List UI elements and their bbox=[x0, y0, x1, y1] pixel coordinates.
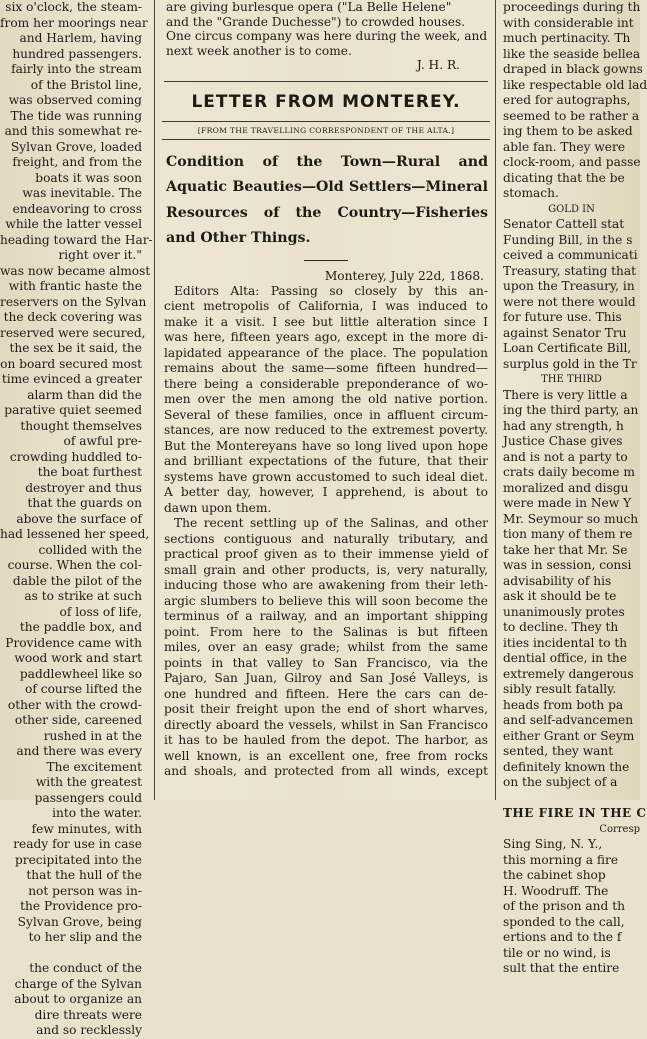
top-snippet-line: are giving burlesque opera ("La Belle Helene" bbox=[166, 0, 452, 14]
left-column-line: and Harlem, having bbox=[19, 31, 142, 45]
left-column-line: parative quiet seemed bbox=[4, 403, 142, 417]
left-column-line: the paddle box, and bbox=[19, 620, 142, 634]
left-column-line: endeavoring to cross bbox=[12, 201, 142, 216]
right-column-line: draped in black gowns bbox=[503, 62, 643, 76]
left-column-line: The tide was running bbox=[10, 108, 142, 123]
right-column-line: ceived a communicati bbox=[503, 248, 638, 262]
left-column-line: the Providence pro- bbox=[20, 899, 142, 913]
article-body-line: small grain and other products, is, very naturally, bbox=[164, 562, 488, 577]
right-column-line: Corresp bbox=[599, 823, 640, 835]
right-column-line: with considerable int bbox=[503, 15, 634, 30]
left-column-line: hundred passengers. bbox=[12, 46, 142, 61]
right-column-line: sibly result fatally. bbox=[503, 682, 617, 696]
right-column-line: Treasury, stating that bbox=[503, 263, 637, 278]
left-column-line: fairly into the stream bbox=[11, 62, 142, 76]
right-column-line: surplus gold in the Tr bbox=[503, 356, 637, 371]
right-column-line: ask it should be te bbox=[503, 589, 617, 603]
right-column bbox=[499, 0, 647, 975]
left-column-line: boats it was soon bbox=[35, 170, 142, 185]
right-column-line: on the subject of a bbox=[503, 775, 618, 789]
article-body bbox=[160, 284, 492, 780]
left-column-line: with the greatest bbox=[35, 775, 142, 789]
left-column-line: to her slip and the bbox=[28, 930, 142, 944]
article-body-line: Several of these families, once in affluent circum- bbox=[164, 407, 488, 422]
left-column-line: about to organize an bbox=[14, 992, 142, 1006]
left-column-line: other side, careened bbox=[14, 713, 142, 727]
right-column-line: Senator Cattell stat bbox=[503, 217, 625, 231]
left-column-line: ready for use in case bbox=[13, 837, 142, 851]
article-body-line: A better day, however, I apprehend, is about to bbox=[164, 485, 488, 499]
left-column-text bbox=[0, 0, 153, 1039]
right-column-line: against Senator Tru bbox=[503, 325, 627, 340]
top-snippet-signature: J. H. R. bbox=[416, 58, 460, 72]
top-snippet-line: and the "Grande Duchesse") to crowded houses. bbox=[166, 14, 466, 29]
left-column-line: while the latter vessel bbox=[5, 217, 142, 231]
right-column-line bbox=[499, 791, 640, 807]
left-column-line: destroyer and thus bbox=[25, 480, 142, 495]
article-body-line: posit their freight upon the end of short wharves, bbox=[164, 702, 488, 716]
left-column-line: and so recklessly bbox=[36, 1023, 142, 1037]
column-rule-right bbox=[495, 0, 496, 800]
left-column-line: the conduct of the bbox=[29, 961, 142, 975]
column-rule-left bbox=[154, 0, 155, 800]
article-body-line: systems have grown accustomed to such ideal diet. bbox=[164, 469, 488, 484]
left-column-line: time evinced a greater bbox=[1, 372, 142, 386]
left-column-line: other with the crowd- bbox=[7, 697, 142, 712]
center-column bbox=[160, 0, 492, 800]
article-body-line: well known, is an excellent one, free from rocks bbox=[164, 748, 488, 763]
left-column-line: and there was every bbox=[16, 744, 142, 758]
left-column-line: was now became almost bbox=[0, 263, 151, 278]
right-column-line: moralized and disgu bbox=[503, 480, 629, 495]
article-body-line: and brilliant expectations of the future, that their bbox=[164, 454, 488, 468]
right-column-line: and is not a party to bbox=[503, 449, 628, 464]
right-column-line: seemed to be rather a bbox=[503, 108, 640, 123]
left-column-line: with frantic haste the bbox=[8, 279, 142, 293]
article-body-line: stances, are now reduced to the extremest poverty. bbox=[164, 423, 488, 437]
right-column-line: Mr. Seymour so much bbox=[503, 511, 639, 526]
right-column-line: much pertinacity. Th bbox=[503, 31, 631, 45]
right-column-line: like the seaside bellea bbox=[503, 46, 641, 61]
left-column-line: alarm than did the bbox=[27, 387, 142, 402]
right-column-line: stomach. bbox=[503, 186, 559, 200]
right-column-line: ertions and to the f bbox=[503, 930, 622, 944]
left-column-line bbox=[0, 946, 150, 962]
left-column-line: Providence came with bbox=[5, 635, 142, 650]
article-body-line: remains about the same—some fifteen hundred— bbox=[164, 361, 488, 375]
article-headline: LETTER FROM MONTEREY. bbox=[191, 91, 461, 112]
right-column-line: ities incidental to th bbox=[503, 635, 628, 650]
left-column-line: paddlewheel like so bbox=[19, 666, 142, 681]
right-column-line: take her that Mr. Se bbox=[503, 542, 628, 557]
article-dek: Condition of the Town—Rural and Aquatic Beauties—Old Settlers—Mineral Resources of the Country—Fisheries and Other Things. bbox=[166, 153, 488, 246]
right-column-line: dicating that the be bbox=[503, 170, 625, 185]
right-column-line: of the prison and th bbox=[503, 899, 625, 913]
left-column-line: dable the pilot of the bbox=[12, 573, 142, 588]
right-column-line: H. Woodruff. The bbox=[503, 883, 609, 898]
left-column-line: above the surface of bbox=[16, 511, 142, 526]
left-column-line: had lessened her speed, bbox=[0, 527, 150, 541]
right-column-line: tile or no wind, is bbox=[503, 945, 611, 960]
left-column-line: reservers on the Sylvan bbox=[0, 294, 147, 309]
right-column-line: this morning a fire bbox=[503, 852, 619, 867]
article-body-line: Pajaro, San Juan, Gilroy and San José Valleys, is bbox=[164, 671, 488, 685]
right-column-line: heads from both pa bbox=[503, 697, 624, 712]
article-body-line: it has to be hauled from the depot. The harbor, as bbox=[164, 733, 488, 747]
article-body-line: dawn upon them. bbox=[164, 500, 272, 515]
right-column-line: Loan Certificate Bill, bbox=[503, 341, 632, 355]
right-column-line: THE FIRE IN THE C bbox=[503, 806, 647, 820]
article-body-line: one hundred and fifteen. Here the cars can de- bbox=[164, 686, 488, 701]
left-column-line: dire threats were bbox=[34, 1007, 142, 1022]
right-column-line: clock-room, and passe bbox=[503, 155, 641, 169]
right-column-line: able fan. They were bbox=[503, 139, 626, 154]
article-body-line: argic slumbers to believe this will soon become the bbox=[164, 593, 488, 608]
left-column-line: heading toward the Har- bbox=[0, 232, 153, 247]
right-column-line: dential office, in the bbox=[503, 651, 627, 665]
right-column-text bbox=[499, 0, 647, 977]
left-column-line: on board secured most bbox=[0, 356, 142, 371]
left-column-line: freight, and from the bbox=[12, 155, 142, 169]
left-column-line: right over it." bbox=[58, 248, 142, 262]
right-column-line: ing them to be asked bbox=[503, 124, 633, 138]
left-column-line: rushed in at the bbox=[43, 728, 142, 743]
left-column-line: that the hull of the bbox=[26, 868, 142, 882]
right-column-line: definitely known the bbox=[503, 759, 630, 774]
article-body-line: there being a considerable preponderance of wo- bbox=[164, 376, 488, 391]
left-column-line: of awful pre- bbox=[63, 434, 142, 448]
left-column-line: reserved were secured, bbox=[0, 325, 146, 340]
left-column bbox=[0, 0, 153, 1037]
article-body-line: The recent settling up of the Salinas, and other bbox=[174, 516, 488, 530]
left-column-line: wood work and start bbox=[14, 651, 142, 665]
left-column-line: and this somewhat re- bbox=[4, 124, 142, 138]
left-column-line: Sylvan Grove, loaded bbox=[10, 139, 142, 154]
right-column-line: like respectable old lad bbox=[503, 77, 647, 92]
left-column-line: into the water. bbox=[52, 806, 142, 820]
article-body-line: and shoals, and protected from all winds, except bbox=[164, 764, 488, 778]
article-body-line: miles, over an easy grade; whilst from the same bbox=[164, 640, 488, 654]
right-column-line: crats daily become m bbox=[503, 465, 635, 479]
left-column-line: passengers could bbox=[34, 790, 142, 805]
left-column-line: charge of the Sylvan bbox=[14, 976, 142, 991]
right-column-line: Sing Sing, N. Y., bbox=[503, 837, 603, 851]
right-column-line: had any strength, h bbox=[503, 418, 624, 433]
article-body-line: lapidated appearance of the place. The population bbox=[164, 345, 488, 360]
left-column-line: The excitement bbox=[46, 759, 142, 774]
right-column-line: and self-advancemen bbox=[503, 713, 634, 727]
left-column-line: the deck covering was bbox=[3, 310, 142, 324]
left-column-line: precipitated into the bbox=[14, 852, 142, 867]
right-column-line: the cabinet shop bbox=[503, 868, 606, 882]
dek-rule bbox=[304, 260, 348, 261]
left-column-line: that the guards on bbox=[27, 496, 142, 510]
right-column-line: GOLD IN bbox=[548, 203, 595, 215]
left-column-line: of course lifted the bbox=[25, 682, 142, 696]
left-column-line: of loss of life, bbox=[59, 604, 142, 619]
right-column-line: Funding Bill, in the s bbox=[503, 232, 633, 247]
right-column-line: sult that the entire bbox=[503, 961, 620, 975]
article-body-line: inducing those who are awakening from their leth- bbox=[164, 578, 488, 592]
article-body-line: Editors Alta: Passing so closely by this an- bbox=[174, 283, 488, 298]
article-body-line: points in that valley to San Francisco, via the bbox=[164, 655, 488, 670]
left-column-line: not person was in- bbox=[28, 883, 142, 898]
left-column-line: of the Bristol line, bbox=[30, 77, 142, 92]
right-column-line: upon the Treasury, in bbox=[503, 279, 635, 293]
top-snippet-line: One circus company was here during the week, and bbox=[166, 29, 488, 43]
top-snippet bbox=[160, 0, 492, 73]
article-body-line: practical proof given as to their immense yield of bbox=[164, 547, 488, 561]
right-column-line: were made in New Y bbox=[503, 496, 632, 510]
right-column-line: either Grant or Seym bbox=[503, 728, 635, 743]
left-column-line: the boat furthest bbox=[37, 465, 142, 479]
article-body-line: point. From here to the Salinas is but fifteen bbox=[164, 624, 488, 639]
correspondent-line: [FROM THE TRAVELLING CORRESPONDENT OF THE ALTA.] bbox=[162, 121, 490, 140]
left-column-line: crowding huddled to- bbox=[9, 449, 142, 464]
right-column-line: THE THIRD bbox=[541, 374, 602, 385]
right-column-line: unanimously protes bbox=[503, 604, 625, 619]
top-snippet-text bbox=[166, 0, 486, 58]
right-column-line: sponded to the call, bbox=[503, 914, 625, 929]
left-column-line: Sylvan Grove, being bbox=[17, 914, 142, 929]
left-column-line: six o'clock, the steam- bbox=[5, 0, 142, 14]
article-body-line: was here, fifteen years ago, except in the more di- bbox=[164, 330, 488, 344]
article-body-line: sections contiguous and naturally tributary, and bbox=[164, 531, 488, 546]
article-body-line: make it a visit. I see but little alteration since I bbox=[164, 314, 488, 329]
right-column-line: There is very little a bbox=[503, 387, 628, 402]
right-column-line: Justice Chase gives bbox=[503, 434, 623, 448]
article-body-line: cient metropolis of California, I was induced to bbox=[164, 299, 488, 313]
right-column-line: sented, they want bbox=[503, 744, 614, 758]
article-dateline: Monterey, July 22d, 1868. bbox=[324, 268, 484, 283]
right-column-line: to decline. They th bbox=[503, 620, 619, 634]
left-column-line: collided with the bbox=[38, 542, 142, 557]
right-column-line: was in session, consi bbox=[503, 558, 632, 572]
article-body-line: terminus of a railway, and an important shipping bbox=[164, 609, 488, 623]
left-column-line: the sex be it said, the bbox=[9, 341, 142, 355]
article-body-line: directly aboard the vessels, whilst in San Francisco bbox=[164, 717, 488, 732]
right-column-line: ing the third party, an bbox=[503, 403, 639, 417]
right-column-line: extremely dangerous bbox=[503, 666, 634, 681]
right-column-line: ered for autographs, bbox=[503, 93, 631, 107]
left-column-line: few minutes, with bbox=[31, 821, 142, 836]
left-column-line: from her moorings near bbox=[0, 15, 148, 30]
right-column-line: for future use. This bbox=[503, 310, 622, 324]
left-column-line: course. When the col- bbox=[7, 558, 142, 572]
top-snippet-line: next week another is to come. bbox=[166, 43, 352, 58]
left-column-line: was inevitable. The bbox=[22, 186, 142, 200]
left-column-line: thought themselves bbox=[20, 418, 142, 433]
right-column-line: proceedings during th bbox=[503, 0, 641, 14]
left-column-line: as to strike at such bbox=[24, 589, 142, 603]
title-rule bbox=[164, 81, 488, 82]
article-body-line: But the Montereyans have so long lived upon hope bbox=[164, 438, 488, 453]
left-column-line: was observed coming bbox=[8, 93, 142, 107]
right-column-line: were not there would bbox=[503, 294, 636, 309]
right-column-line: tion many of them re bbox=[503, 527, 633, 541]
right-column-line: advisability of his bbox=[503, 573, 612, 588]
article-body-line: men over the men among the old native portion. bbox=[164, 392, 488, 406]
